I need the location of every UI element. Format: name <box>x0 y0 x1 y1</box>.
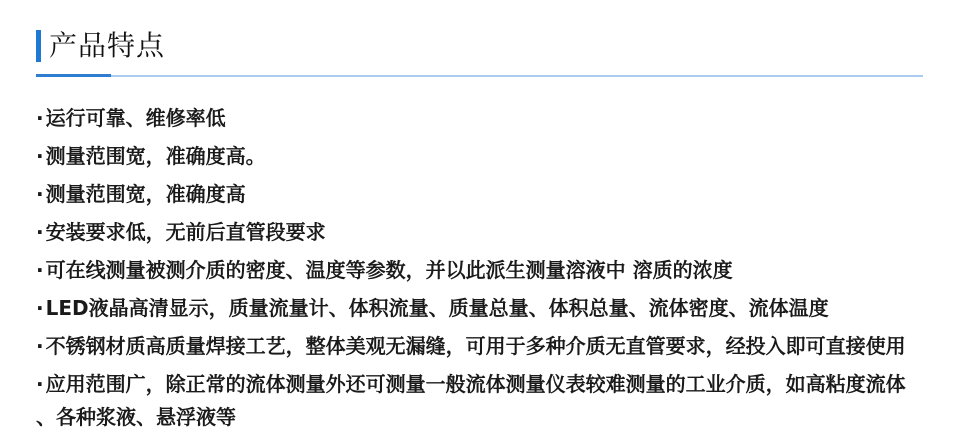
underline-dark-segment <box>36 74 111 77</box>
bullet-dot: · <box>36 182 44 206</box>
bullet-dot: · <box>36 144 44 168</box>
title-row <box>36 28 924 64</box>
underline-light-segment <box>111 75 923 77</box>
feature-item <box>36 178 911 211</box>
feature-item <box>36 292 911 325</box>
feature-item <box>36 216 911 249</box>
title-accent-bar <box>36 30 41 62</box>
bullet-dot: · <box>36 106 44 130</box>
feature-text: 应用范围广，除正常的流体测量外还可测量一般流体测量仪表较难测量的工业介质，如高粘度流体、各种浆液、悬浮液等 <box>36 372 906 429</box>
feature-item <box>36 368 911 434</box>
bullet-dot: · <box>36 220 44 244</box>
feature-text: LED液晶高清显示，质量流量计、体积流量、质量总量、体积总量、流体密度、流体温度 <box>45 296 829 320</box>
section-header <box>36 28 924 77</box>
bullet-dot: · <box>36 372 44 396</box>
feature-text: 运行可靠、维修率低 <box>45 106 226 130</box>
title-underline <box>36 74 923 77</box>
feature-item <box>36 140 911 173</box>
bullet-dot: · <box>36 258 44 282</box>
feature-item <box>36 254 911 287</box>
feature-text: 测量范围宽，准确度高。 <box>45 144 266 168</box>
bullet-dot: · <box>36 296 44 320</box>
feature-list <box>36 102 911 434</box>
feature-item <box>36 330 911 363</box>
feature-text: 可在线测量被测介质的密度、温度等参数，并以此派生测量溶液中 溶质的浓度 <box>45 258 733 282</box>
feature-text: 测量范围宽，准确度高 <box>45 182 246 206</box>
bullet-dot: · <box>36 334 44 358</box>
feature-item <box>36 102 911 135</box>
feature-text: 安装要求低，无前后直管段要求 <box>45 220 326 244</box>
feature-text: 不锈钢材质高质量焊接工艺，整体美观无漏缝，可用于多种介质无直管要求，经投入即可直接使用 <box>45 334 906 358</box>
page-title: 产品特点 <box>49 29 166 62</box>
